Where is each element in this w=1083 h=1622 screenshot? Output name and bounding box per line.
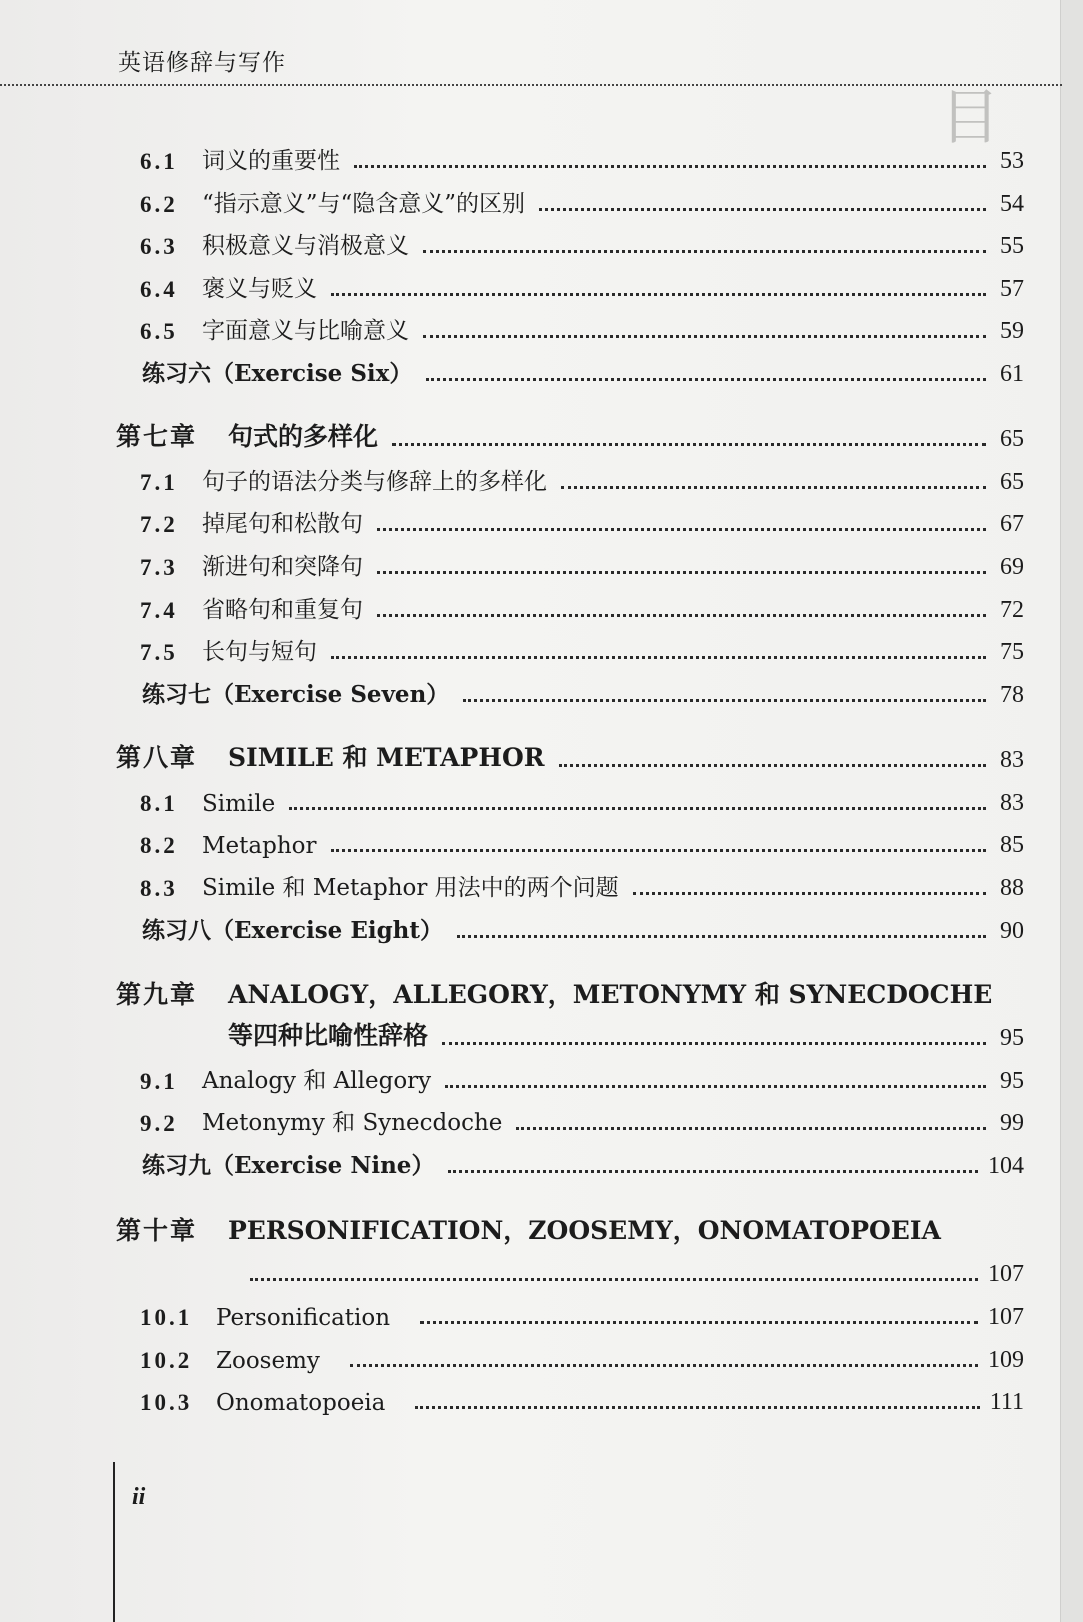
chapter-title: SIMILE 和 METAPHOR: [228, 743, 545, 772]
toc-title: 渐进句和突降句: [202, 554, 363, 580]
dot-leader: [392, 443, 986, 446]
toc-entry-9-2[interactable]: [140, 1103, 1024, 1137]
toc-page: 85: [1000, 832, 1024, 858]
adjacent-page-edge: [1060, 0, 1083, 1622]
toc-entry-exercise-nine[interactable]: [142, 1146, 1024, 1180]
dot-leader: [633, 892, 986, 895]
toc-title: Metonymy 和 Synecdoche: [202, 1110, 503, 1136]
toc-page: 111: [989, 1389, 1024, 1415]
toc-entry-exercise-six[interactable]: [142, 354, 1024, 388]
toc-number: 9.2: [140, 1111, 178, 1136]
dot-leader: [442, 1042, 986, 1045]
toc-entry-10-3[interactable]: [140, 1382, 1024, 1416]
toc-entry-6-3[interactable]: [140, 226, 1024, 260]
toc-entry-6-5[interactable]: [140, 311, 1024, 345]
toc-title: 积极意义与消极意义: [202, 233, 409, 259]
chapter-title: ANALOGY，ALLEGORY，METONYMY 和 SYNECDOCHE: [228, 980, 993, 1009]
toc-number: 8.2: [140, 833, 178, 858]
toc-title: Simile: [202, 791, 276, 817]
toc-page: 107: [988, 1261, 1024, 1287]
dot-leader: [448, 1170, 978, 1173]
chapter-title: 句式的多样化: [228, 422, 379, 451]
dot-leader: [561, 486, 986, 489]
dot-leader: [539, 208, 986, 211]
dot-leader: [420, 1321, 978, 1324]
toc-page: 99: [1000, 1110, 1024, 1136]
toc-page: 65: [1000, 469, 1024, 495]
toc-number: 6.2: [140, 192, 178, 217]
toc-page: 65: [1000, 426, 1024, 452]
toc-number: 7.3: [140, 555, 178, 580]
toc-page: 78: [1000, 682, 1024, 708]
running-header-title: 英语修辞与写作: [118, 50, 286, 76]
toc-page: 69: [1000, 554, 1024, 580]
toc-page: 55: [1000, 233, 1024, 259]
toc-title: 句子的语法分类与修辞上的多样化: [202, 469, 547, 495]
toc-title: 省略句和重复句: [202, 597, 363, 623]
toc-number: 6.5: [140, 319, 178, 344]
toc-page: 104: [988, 1153, 1024, 1179]
toc-title: Personification: [216, 1305, 391, 1331]
toc-number: 6.3: [140, 234, 178, 259]
toc-title: Metaphor: [202, 833, 317, 859]
toc-chapter-9-line1[interactable]: [116, 975, 992, 1011]
toc-page: 88: [1000, 875, 1024, 901]
toc-title: 掉尾句和松散句: [202, 511, 363, 537]
toc-page: 107: [988, 1304, 1024, 1330]
dot-leader: [331, 849, 987, 852]
dot-leader: [377, 614, 986, 617]
page-number: ii: [132, 1484, 146, 1510]
toc-page: 95: [1000, 1068, 1024, 1094]
toc-entry-7-3[interactable]: [140, 547, 1024, 581]
toc-entry-9-1[interactable]: [140, 1061, 1024, 1095]
header-dotted-rule: [0, 84, 1062, 86]
toc-page: 109: [988, 1347, 1024, 1373]
toc-entry-8-3[interactable]: [140, 868, 1024, 902]
toc-title: 练习七（Exercise Seven）: [142, 681, 450, 708]
toc-number: 6.4: [140, 277, 178, 302]
toc-title: 字面意义与比喻意义: [202, 318, 409, 344]
dot-leader: [463, 699, 986, 702]
chapter-number: 第七章: [116, 422, 198, 451]
chapter-number: 第八章: [116, 743, 198, 772]
toc-page: 83: [1000, 790, 1024, 816]
toc-number: 10.2: [140, 1348, 193, 1373]
dot-leader: [426, 378, 986, 381]
dot-leader: [331, 656, 986, 659]
footer-vertical-rule: [113, 1462, 115, 1622]
toc-number: 8.3: [140, 876, 178, 901]
toc-title: 练习八（Exercise Eight）: [142, 917, 444, 944]
bleed-through-character: 目: [940, 83, 1000, 153]
dot-leader: [331, 293, 986, 296]
toc-page: 59: [1000, 318, 1024, 344]
toc-number: 8.1: [140, 791, 178, 816]
toc-chapter-10-line1[interactable]: [116, 1211, 941, 1247]
toc-entry-8-1[interactable]: [140, 783, 1024, 817]
toc-title: 练习九（Exercise Nine）: [142, 1152, 435, 1179]
toc-page: 90: [1000, 918, 1024, 944]
toc-entry-7-5[interactable]: [140, 632, 1024, 666]
dot-leader: [516, 1127, 986, 1130]
toc-page: 54: [1000, 191, 1024, 217]
chapter-number: 第九章: [116, 980, 198, 1009]
toc-number: 7.2: [140, 512, 178, 537]
dot-leader: [350, 1364, 978, 1367]
toc-number: 7.5: [140, 640, 178, 665]
dot-leader: [377, 528, 986, 531]
dot-leader: [289, 807, 986, 810]
toc-number: 7.1: [140, 470, 178, 495]
toc-title: Zoosemy: [216, 1348, 320, 1374]
toc-entry-6-2[interactable]: [140, 184, 1024, 218]
toc-page: 75: [1000, 639, 1024, 665]
dot-leader: [559, 764, 987, 767]
toc-page: 83: [1000, 747, 1024, 773]
toc-entry-exercise-eight[interactable]: [142, 911, 1024, 945]
toc-entry-exercise-seven[interactable]: [142, 675, 1024, 709]
toc-entry-7-1[interactable]: [140, 462, 1024, 496]
toc-page: 61: [1000, 361, 1024, 387]
toc-page: 72: [1000, 597, 1024, 623]
toc-entry-6-4[interactable]: [140, 269, 1024, 303]
dot-leader: [377, 571, 986, 574]
toc-chapter-9-line2[interactable]: [228, 1018, 1024, 1052]
toc-title: 词义的重要性: [202, 148, 340, 174]
chapter-number: 第十章: [116, 1216, 198, 1245]
toc-number: 10.3: [140, 1390, 193, 1415]
toc-title: Simile 和 Metaphor 用法中的两个问题: [202, 875, 619, 901]
chapter-title-continued: 等四种比喻性辞格: [228, 1021, 429, 1050]
toc-number: 9.1: [140, 1069, 178, 1094]
dot-leader: [457, 935, 986, 938]
toc-chapter-7[interactable]: [116, 419, 1024, 453]
toc-entry-7-2[interactable]: [140, 504, 1024, 538]
toc-title: 练习六（Exercise Six）: [142, 360, 413, 387]
dot-leader: [354, 165, 986, 168]
toc-entry-10-1[interactable]: [140, 1297, 1024, 1331]
dot-leader: [250, 1278, 978, 1281]
toc-chapter-10-line2[interactable]: [250, 1254, 1024, 1288]
toc-entry-8-2[interactable]: [140, 825, 1024, 859]
toc-title: 长句与短句: [202, 639, 317, 665]
toc-chapter-8[interactable]: [116, 740, 1024, 774]
toc-number: 7.4: [140, 598, 178, 623]
toc-number: 6.1: [140, 149, 178, 174]
toc-number: 10.1: [140, 1305, 193, 1330]
toc-entry-7-4[interactable]: [140, 590, 1024, 624]
toc-entry-10-2[interactable]: [140, 1340, 1024, 1374]
toc-title: “指示意义”与“隐含意义”的区别: [202, 191, 526, 217]
toc-page: 57: [1000, 276, 1024, 302]
dot-leader: [423, 250, 986, 253]
toc-title: Onomatopoeia: [216, 1390, 386, 1416]
chapter-title: PERSONIFICATION，ZOOSEMY，ONOMATOPOEIA: [228, 1216, 941, 1245]
toc-title: Analogy 和 Allegory: [202, 1068, 432, 1094]
toc-page: 67: [1000, 511, 1024, 537]
toc-entry-6-1[interactable]: [140, 141, 1024, 175]
dot-leader: [423, 335, 986, 338]
dot-leader: [415, 1406, 979, 1409]
toc-title: 褒义与贬义: [202, 276, 317, 302]
dot-leader: [445, 1085, 986, 1088]
toc-page: 53: [1000, 148, 1024, 174]
toc-page: 95: [1000, 1025, 1024, 1051]
